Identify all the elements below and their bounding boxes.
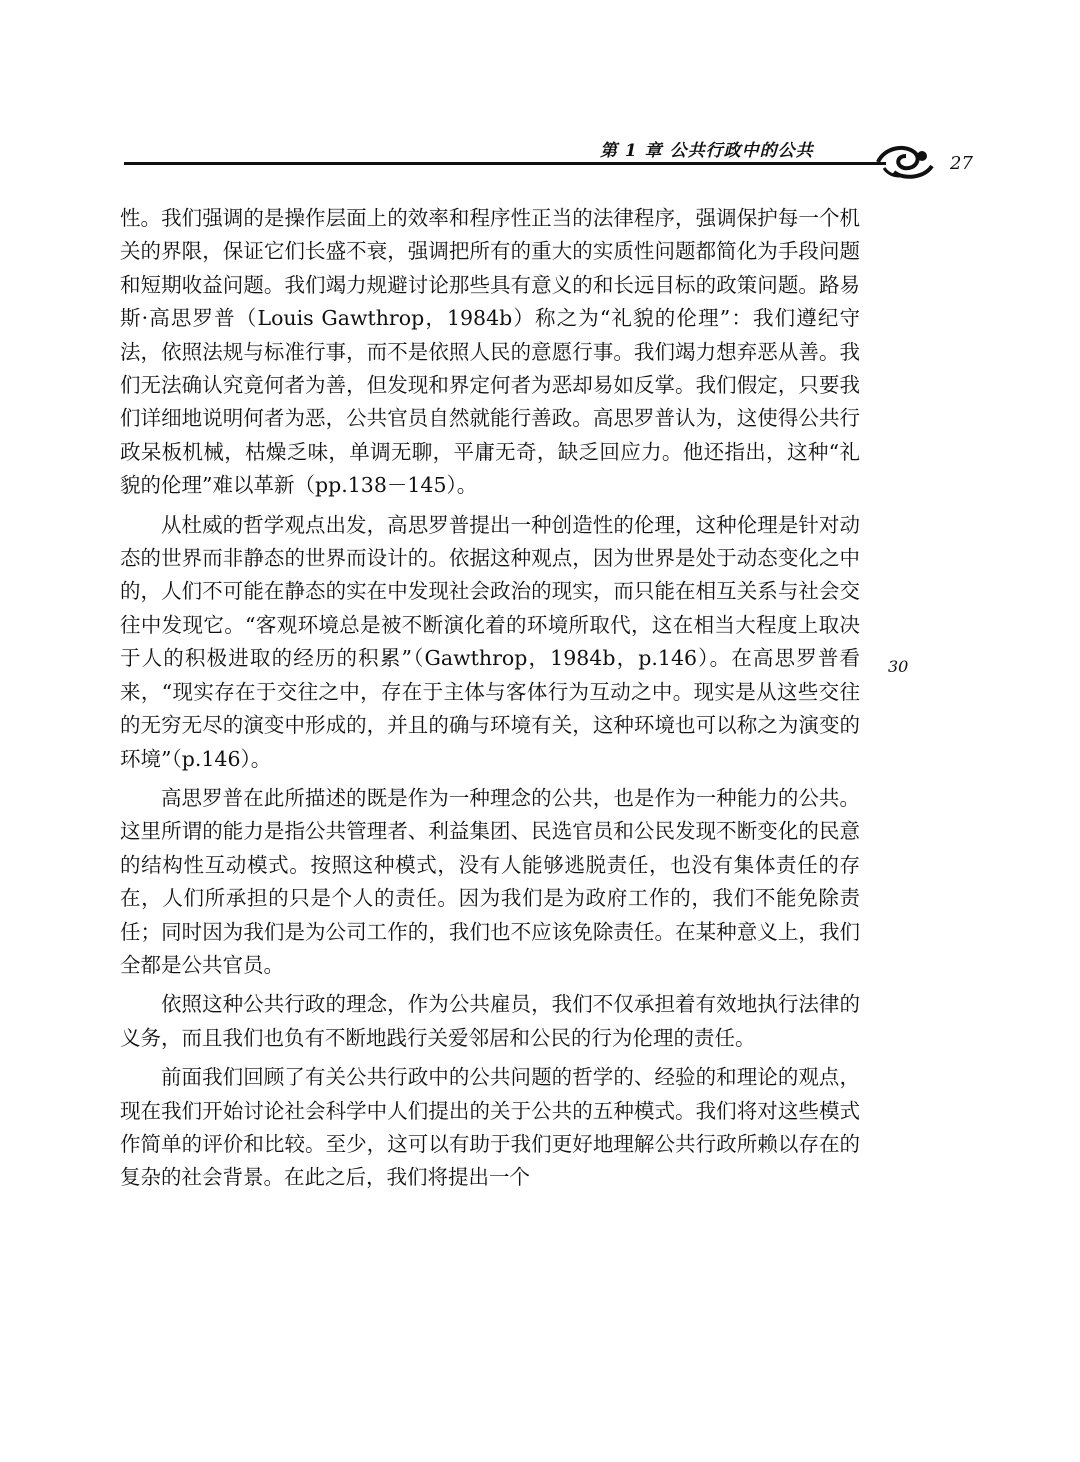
paragraph-2: 从杜威的哲学观点出发，高思罗普提出一种创造性的伦理，这种伦理是针对动态的世界而非静态的世界而设计的。依据这种观点，因为世界是处于动态变化之中的，人们不可能在静态的实在中发现社会政治的现实，而只能在相互关系与社会交往中发现它。“客观环境总是被不断演化着的环境所取代，这在相当大程度上取决于人的积极进取的经历的积累”（Gawthrop，1984b，p.146）。在高思罗普看来，“现实存在于交往之中，存在于主体与客体行为互动之中。现实是从这些交往的无穷无尽的演变中形成的，并且的确与环境有关，这种环境也可以称之为演变的环境”（p.146）。 xyxy=(120,512,860,771)
paragraph-1: 性。我们强调的是操作层面上的效率和程序性正当的法律程序，强调保护每一个机关的界限，保证它们长盛不衰，强调把所有的重大的实质性问题都简化为手段问题和短期收益问题。我们竭力规避讨论那些具有意义的和长远目标的政策问题。路易斯·高思罗普（Louis Gawthrop，1984b）称之为“礼貌的伦理”：我们遵纪守法，依照法规与标准行事，而不是依照人民的意愿行事。我们竭力想弃恶从善。我们无法确认究竟何者为善，但发现和界定何者为恶却易如反掌。我们假定，只要我们详细地说明何者为恶，公共官员自然就能行善政。高思罗普认为，这使得公共行政呆板机械，枯燥乏味，单调无聊，平庸无奇，缺乏回应力。他还指出，这种“礼貌的伦理”难以革新（pp.138－145）。 xyxy=(120,206,860,498)
decorative-swirl-icon xyxy=(874,142,936,182)
page-number: 27 xyxy=(950,153,973,174)
chapter-title: 第 1 章 公共行政中的公共 xyxy=(600,141,814,161)
paragraph-5: 前面我们回顾了有关公共行政中的公共问题的哲学的、经验的和理论的观点，现在我们开始讨论社会科学中人们提出的关于公共的五种模式。我们将对这些模式作简单的评价和比较。至少，这可以有助于我们更好地理解公共行政所赖以存在的复杂的社会背景。在此之后，我们将提出一个 xyxy=(120,1065,860,1190)
paragraph-4: 依照这种公共行政的理念，作为公共雇员，我们不仅承担着有效地执行法律的义务，而且我们也负有不断地践行关爱邻居和公民的行为伦理的责任。 xyxy=(120,992,860,1050)
body-text xyxy=(120,202,860,1195)
running-header xyxy=(0,0,1080,200)
margin-page-reference: 30 xyxy=(888,657,909,676)
paragraph-3: 高思罗普在此所描述的既是作为一种理念的公共，也是作为一种能力的公共。这里所谓的能力是指公共管理者、利益集团、民选官员和公民发现不断变化的民意的结构性互动模式。按照这种模式，没有人能够逃脱责任，也没有集体责任的存在，人们所承担的只是个人的责任。因为我们是为政府工作的，我们不能免除责任；同时因为我们是为公司工作的，我们也不应该免除责任。在某种意义上，我们全都是公共官员。 xyxy=(120,785,860,977)
header-rule xyxy=(124,162,886,165)
